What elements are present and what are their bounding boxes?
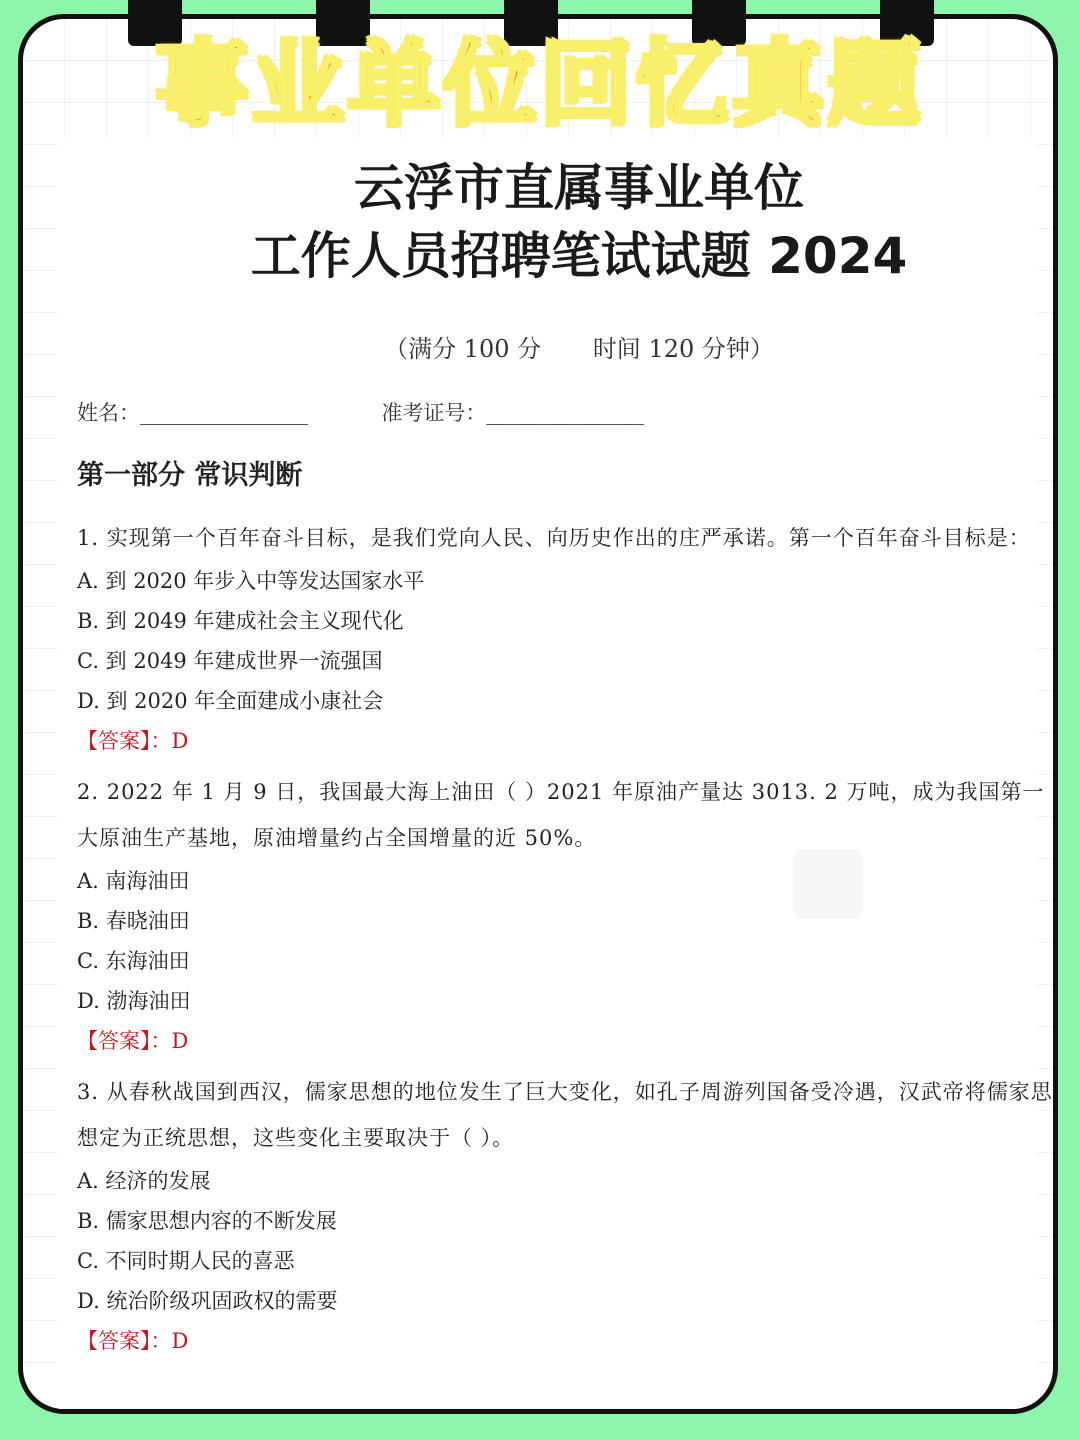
notebook-card	[18, 14, 1058, 1414]
exam-document	[57, 139, 1053, 1409]
question-stem: 2. 2022 年 1 月 9 日，我国最大海上油田（ ）2021 年原油产量达 3013. 2 万吨，成为我国第一大原油生产基地，原油增量约占全国增量的近 50%。	[77, 780, 1045, 850]
option-a: A. 经济的发展	[77, 1169, 211, 1193]
option-b: B. 儒家思想内容的不断发展	[77, 1209, 337, 1233]
exam-time: 时间 120 分钟）	[592, 335, 774, 363]
question-stem: 1. 实现第一个百年奋斗目标，是我们党向人民、向历史作出的庄严承诺。第一个百年奋斗目标是：	[77, 526, 1031, 550]
full-score: （满分 100 分	[384, 335, 542, 363]
answer: 【答案】：D	[77, 1029, 189, 1053]
exam-title-line-2: 工作人员招聘笔试试题 2024	[250, 227, 908, 285]
option-a: A. 南海油田	[77, 869, 190, 893]
question-2	[77, 769, 1055, 1061]
question-list	[77, 515, 1055, 1369]
question-3	[77, 1069, 1055, 1361]
option-d: D. 到 2020 年全面建成小康社会	[77, 689, 384, 713]
option-c: C. 到 2049 年建成世界一流强国	[77, 649, 383, 673]
option-d: D. 渤海油田	[77, 989, 191, 1013]
question-stem: 3. 从春秋战国到西汉，儒家思想的地位发生了巨大变化，如孔子周游列国备受冷遇，汉武帝将儒家思想定为正统思想，这些变化主要取决于（ ）。	[77, 1080, 1053, 1150]
answer: 【答案】：D	[77, 729, 189, 753]
name-field: 姓名：________________	[77, 401, 308, 425]
option-d: D. 统治阶级巩固政权的需要	[77, 1289, 338, 1313]
option-c: C. 不同时期人民的喜恶	[77, 1249, 295, 1273]
question-1	[77, 515, 1055, 761]
banner-title: 事业单位回忆真题	[155, 31, 924, 138]
option-b: B. 春晓油田	[77, 909, 190, 933]
exam-meta	[57, 329, 1058, 364]
exam-title-line-1: 云浮市直属事业单位	[354, 159, 804, 217]
faint-watermark	[793, 849, 863, 919]
option-a: A. 到 2020 年步入中等发达国家水平	[77, 569, 425, 593]
ticket-number-field: 准考证号：_______________	[381, 401, 644, 425]
section-heading: 第一部分 常识判断	[77, 460, 303, 491]
option-b: B. 到 2049 年建成社会主义现代化	[77, 609, 404, 633]
candidate-fields	[77, 397, 644, 427]
option-c: C. 东海油田	[77, 949, 190, 973]
answer: 【答案】：D	[77, 1329, 189, 1353]
